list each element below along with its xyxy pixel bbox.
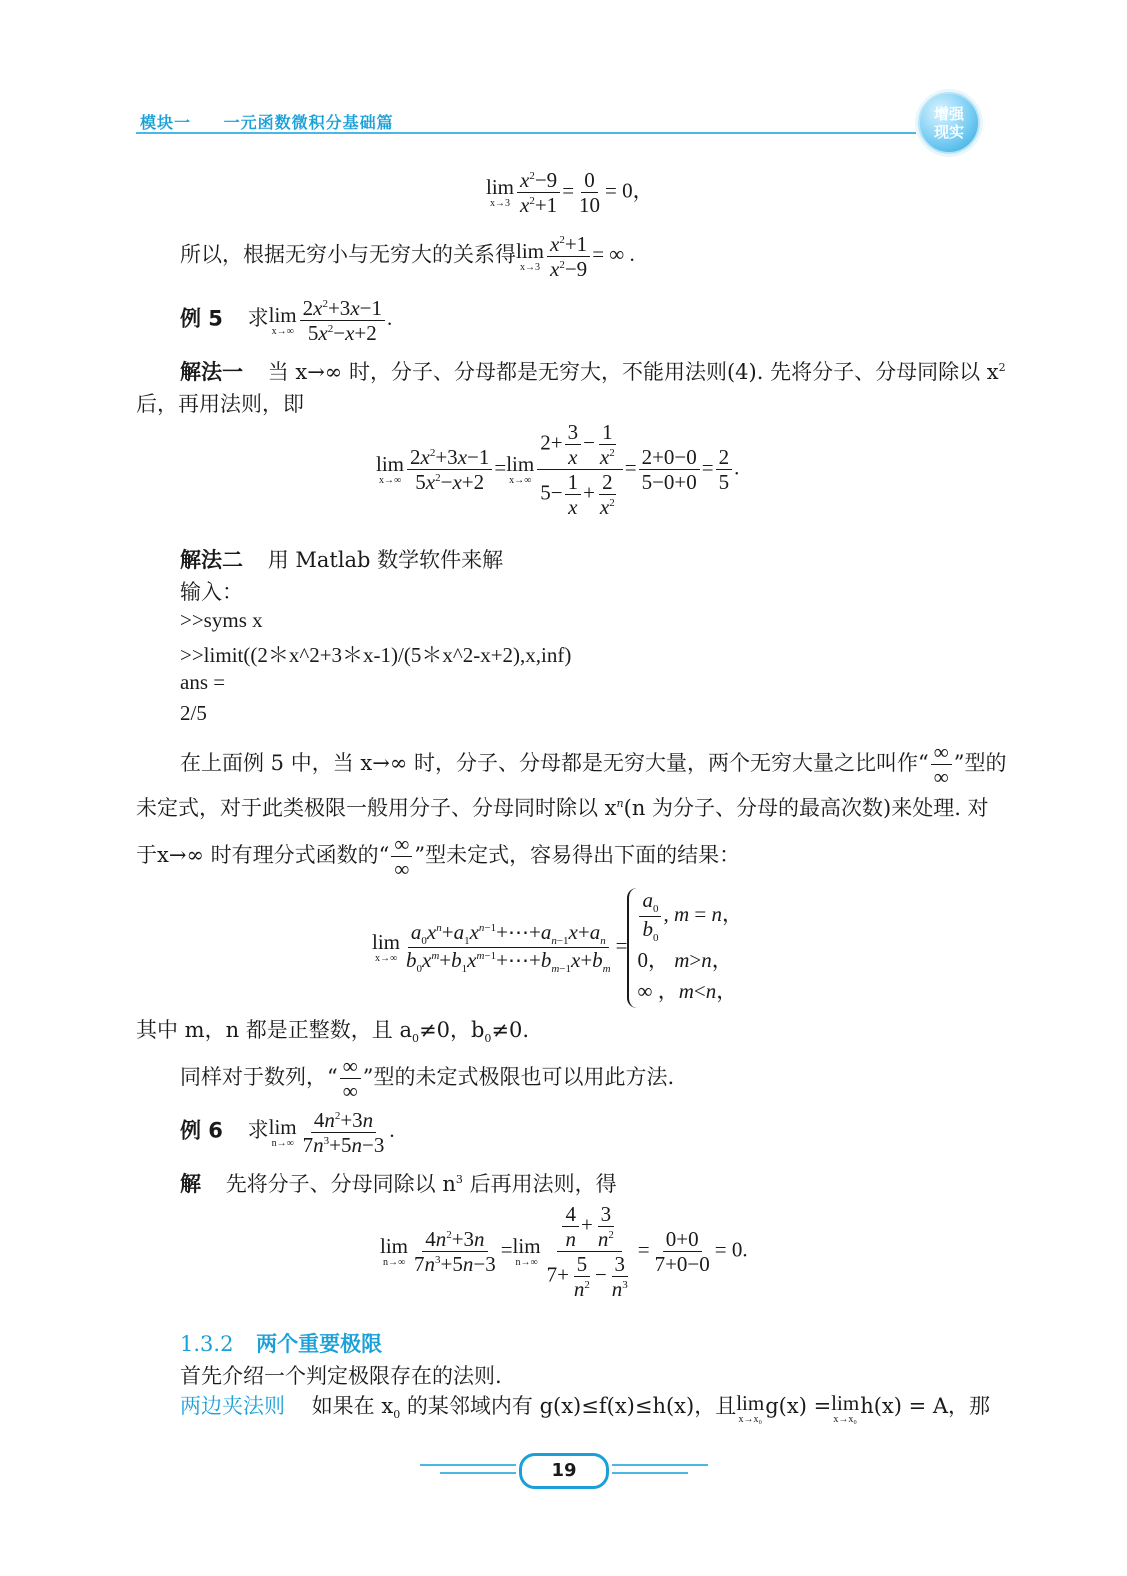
- section-number: 1.3.2: [180, 1332, 234, 1356]
- para1-b: ”型的: [953, 751, 1007, 776]
- paragraph-where: 其中 m，n 都是正整数，且 $a_0\ne 0$，$b_0\ne 0$.: [136, 1018, 530, 1046]
- squeeze-rule: 两边夹法则 如果在 $x_0$ 的某邻域内有 g(x)≤f(x)≤h(x)，且 lim x→x₀ g(x) = lim x→x₀ h(x) = A，那: [180, 1390, 991, 1425]
- footer-wing-right-2: [612, 1472, 688, 1474]
- header-module-text: 模块一: [140, 113, 192, 132]
- where-c: ≠0.: [491, 1018, 530, 1042]
- badge-line2: 现实: [933, 123, 964, 141]
- sol1-label: 解法一: [180, 360, 243, 384]
- solution-1-line2: [136, 388, 304, 418]
- rule-text-b: 的某邻域内有 g(x)≤f(x)≤h(x)，且: [406, 1394, 737, 1418]
- p1-text: 所以，根据无穷小与无穷大的关系得: [180, 242, 516, 267]
- equation-general-result: lim x→∞ $\frac{a_0x^n+a_1x^{n-1}+\cdots+a_{n-1}x+a_n}{b_0x^m+b_1x^{m-1}+\cdots+b_{m-1}x+b_m}$ = $\frac{a_0}{b_0}$ , m = n， 0， m>n， ∞ ，m<n，: [372, 888, 743, 1008]
- footer-wing-right: [612, 1464, 708, 1466]
- sol1-text-b: 后，再用法则，即: [136, 392, 304, 416]
- ex6-label: 例 6: [180, 1118, 223, 1143]
- code-line-3: ans =: [180, 670, 226, 694]
- input-label: 输入：: [180, 580, 243, 604]
- paragraph-inf-1: 在上面例 5 中，当 x→∞ 时，分子、分母都是无穷大量，两个无穷大量之比叫作“ $\frac{\infty}{\infty}$ ”型的: [180, 740, 1007, 790]
- header-chapter-text: 一元函数微积分基础篇: [223, 113, 394, 132]
- paragraph-sequence: 同样对于数列，“ $\frac{\infty}{\infty}$ ”型的未定式极限也可以用此方法.: [180, 1054, 675, 1104]
- rule-text-d: h(x) = A，那: [860, 1394, 991, 1418]
- ex5-label: 例 5: [180, 306, 223, 331]
- sol6-label: 解: [180, 1172, 201, 1196]
- same-b: ”型的未定式极限也可以用此方法.: [362, 1065, 675, 1090]
- sol1-text-a: 当 x→∞ 时，分子、分母都是无穷大，不能用法则(4). 先将分子、分母同除以 x: [267, 360, 999, 384]
- ar-badge-icon: [918, 92, 980, 154]
- paragraph-relation: 所以，根据无穷小与无穷大的关系得 lim x→3 $\frac{x^2+1}{x^2-9}$ = ∞ .: [180, 232, 635, 282]
- ex6-task: 求: [247, 1118, 269, 1143]
- footer-wing-left: [420, 1464, 516, 1466]
- sol2-text: 用 Matlab 数学软件来解: [267, 548, 504, 572]
- where-a: 其中 m，n 都是正整数，且 a: [136, 1018, 412, 1042]
- equation-limit-1: lim x→3 $\frac{x^2-9}{x^2+1}$ = $\frac{0}{10}$ = 0，: [486, 168, 654, 218]
- paragraph-inf-3: 于x→∞ 时有理分式函数的“ $\frac{\infty}{\infty}$ ”型未定式，容易得出下面的结果：: [136, 832, 741, 882]
- code-line-4: 2/5: [180, 701, 207, 725]
- code-line-1: >>syms x: [180, 608, 263, 632]
- solution-2: [180, 544, 503, 574]
- sol6-text-b: 后再用法则，得: [469, 1172, 617, 1196]
- sol2-label: 解法二: [180, 548, 243, 572]
- section-heading: [180, 1328, 382, 1358]
- para3-b: ”型未定式，容易得出下面的结果：: [414, 843, 741, 868]
- para2-b: (n 为分子、分母的最高次数)来处理. 对: [623, 796, 989, 820]
- header-module: [140, 110, 394, 133]
- para2-a: 未定式，对于此类极限一般用分子、分母同时除以 x: [136, 796, 617, 820]
- section-title: 两个重要极限: [256, 1332, 383, 1356]
- sol6-text-a: 先将分子、分母同除以 n: [225, 1172, 456, 1196]
- equation-limit-3: lim n→∞ $\frac{4n^2+3n}{7n^3+5n-3}$ = lim n→∞ $\frac{4}{n}$ + $\frac{3}{n^2}$ 7+ $\frac{5}{n^2}$ − $\frac{3}{n^3}$ = $\frac{0+0}{7+0-0}$ = 0.: [380, 1202, 748, 1302]
- header-rule: [136, 132, 916, 134]
- example-5: 例 5 求 lim x→∞ $\frac{2x^2+3x-1}{5x^2-x+2}$ .: [180, 296, 393, 346]
- rule-text-a: 如果在 x: [311, 1394, 394, 1418]
- badge-line1: 增强: [933, 105, 964, 123]
- where-b: ≠0，b: [418, 1018, 485, 1042]
- same-a: 同样对于数列，“: [180, 1065, 338, 1090]
- solution-1-line1: 解法一 当 x→∞ 时，分子、分母都是无穷大，不能用法则(4). 先将分子、分母同除以 $x^2$: [180, 360, 1006, 384]
- intro-text: 首先介绍一个判定极限存在的法则.: [180, 1364, 502, 1388]
- ex5-task: 求: [247, 306, 269, 331]
- example-6: 例 6 求 lim n→∞ $\frac{4n^2+3n}{7n^3+5n-3}$ .: [180, 1108, 395, 1158]
- para1-a: 在上面例 5 中，当 x→∞ 时，分子、分母都是无穷大量，两个无穷大量之比叫作“: [180, 751, 929, 776]
- rule-text-c: g(x) =: [765, 1394, 832, 1418]
- footer-wing-left-2: [440, 1472, 516, 1474]
- paragraph-inf-2: 未定式，对于此类极限一般用分子、分母同时除以 $x^n(n$ 为分子、分母的最高次数)来处理. 对: [136, 796, 989, 820]
- solution-6: 解 先将分子、分母同除以 $n^3$ 后再用法则，得: [180, 1172, 617, 1196]
- rule-name: 两边夹法则: [180, 1394, 285, 1418]
- page-number: 19: [519, 1453, 609, 1489]
- equation-limit-2: lim x→∞ $\frac{2x^2+3x-1}{5x^2-x+2}$ = lim x→∞ 2+ $\frac{3}{x}$ − $\frac{1}{x^2}$ 5− $\frac{1}{x}$ + $\frac{2}{x^2}$ = $\frac{2+0-0}{5-0+0}$ = $\frac{2}{5}$ .: [376, 420, 740, 520]
- para3-a: 于x→∞ 时有理分式函数的“: [136, 843, 390, 868]
- code-line-2: >>limit((2＊x^2+3＊x-1)/(5＊x^2-x+2),x,inf): [180, 643, 572, 667]
